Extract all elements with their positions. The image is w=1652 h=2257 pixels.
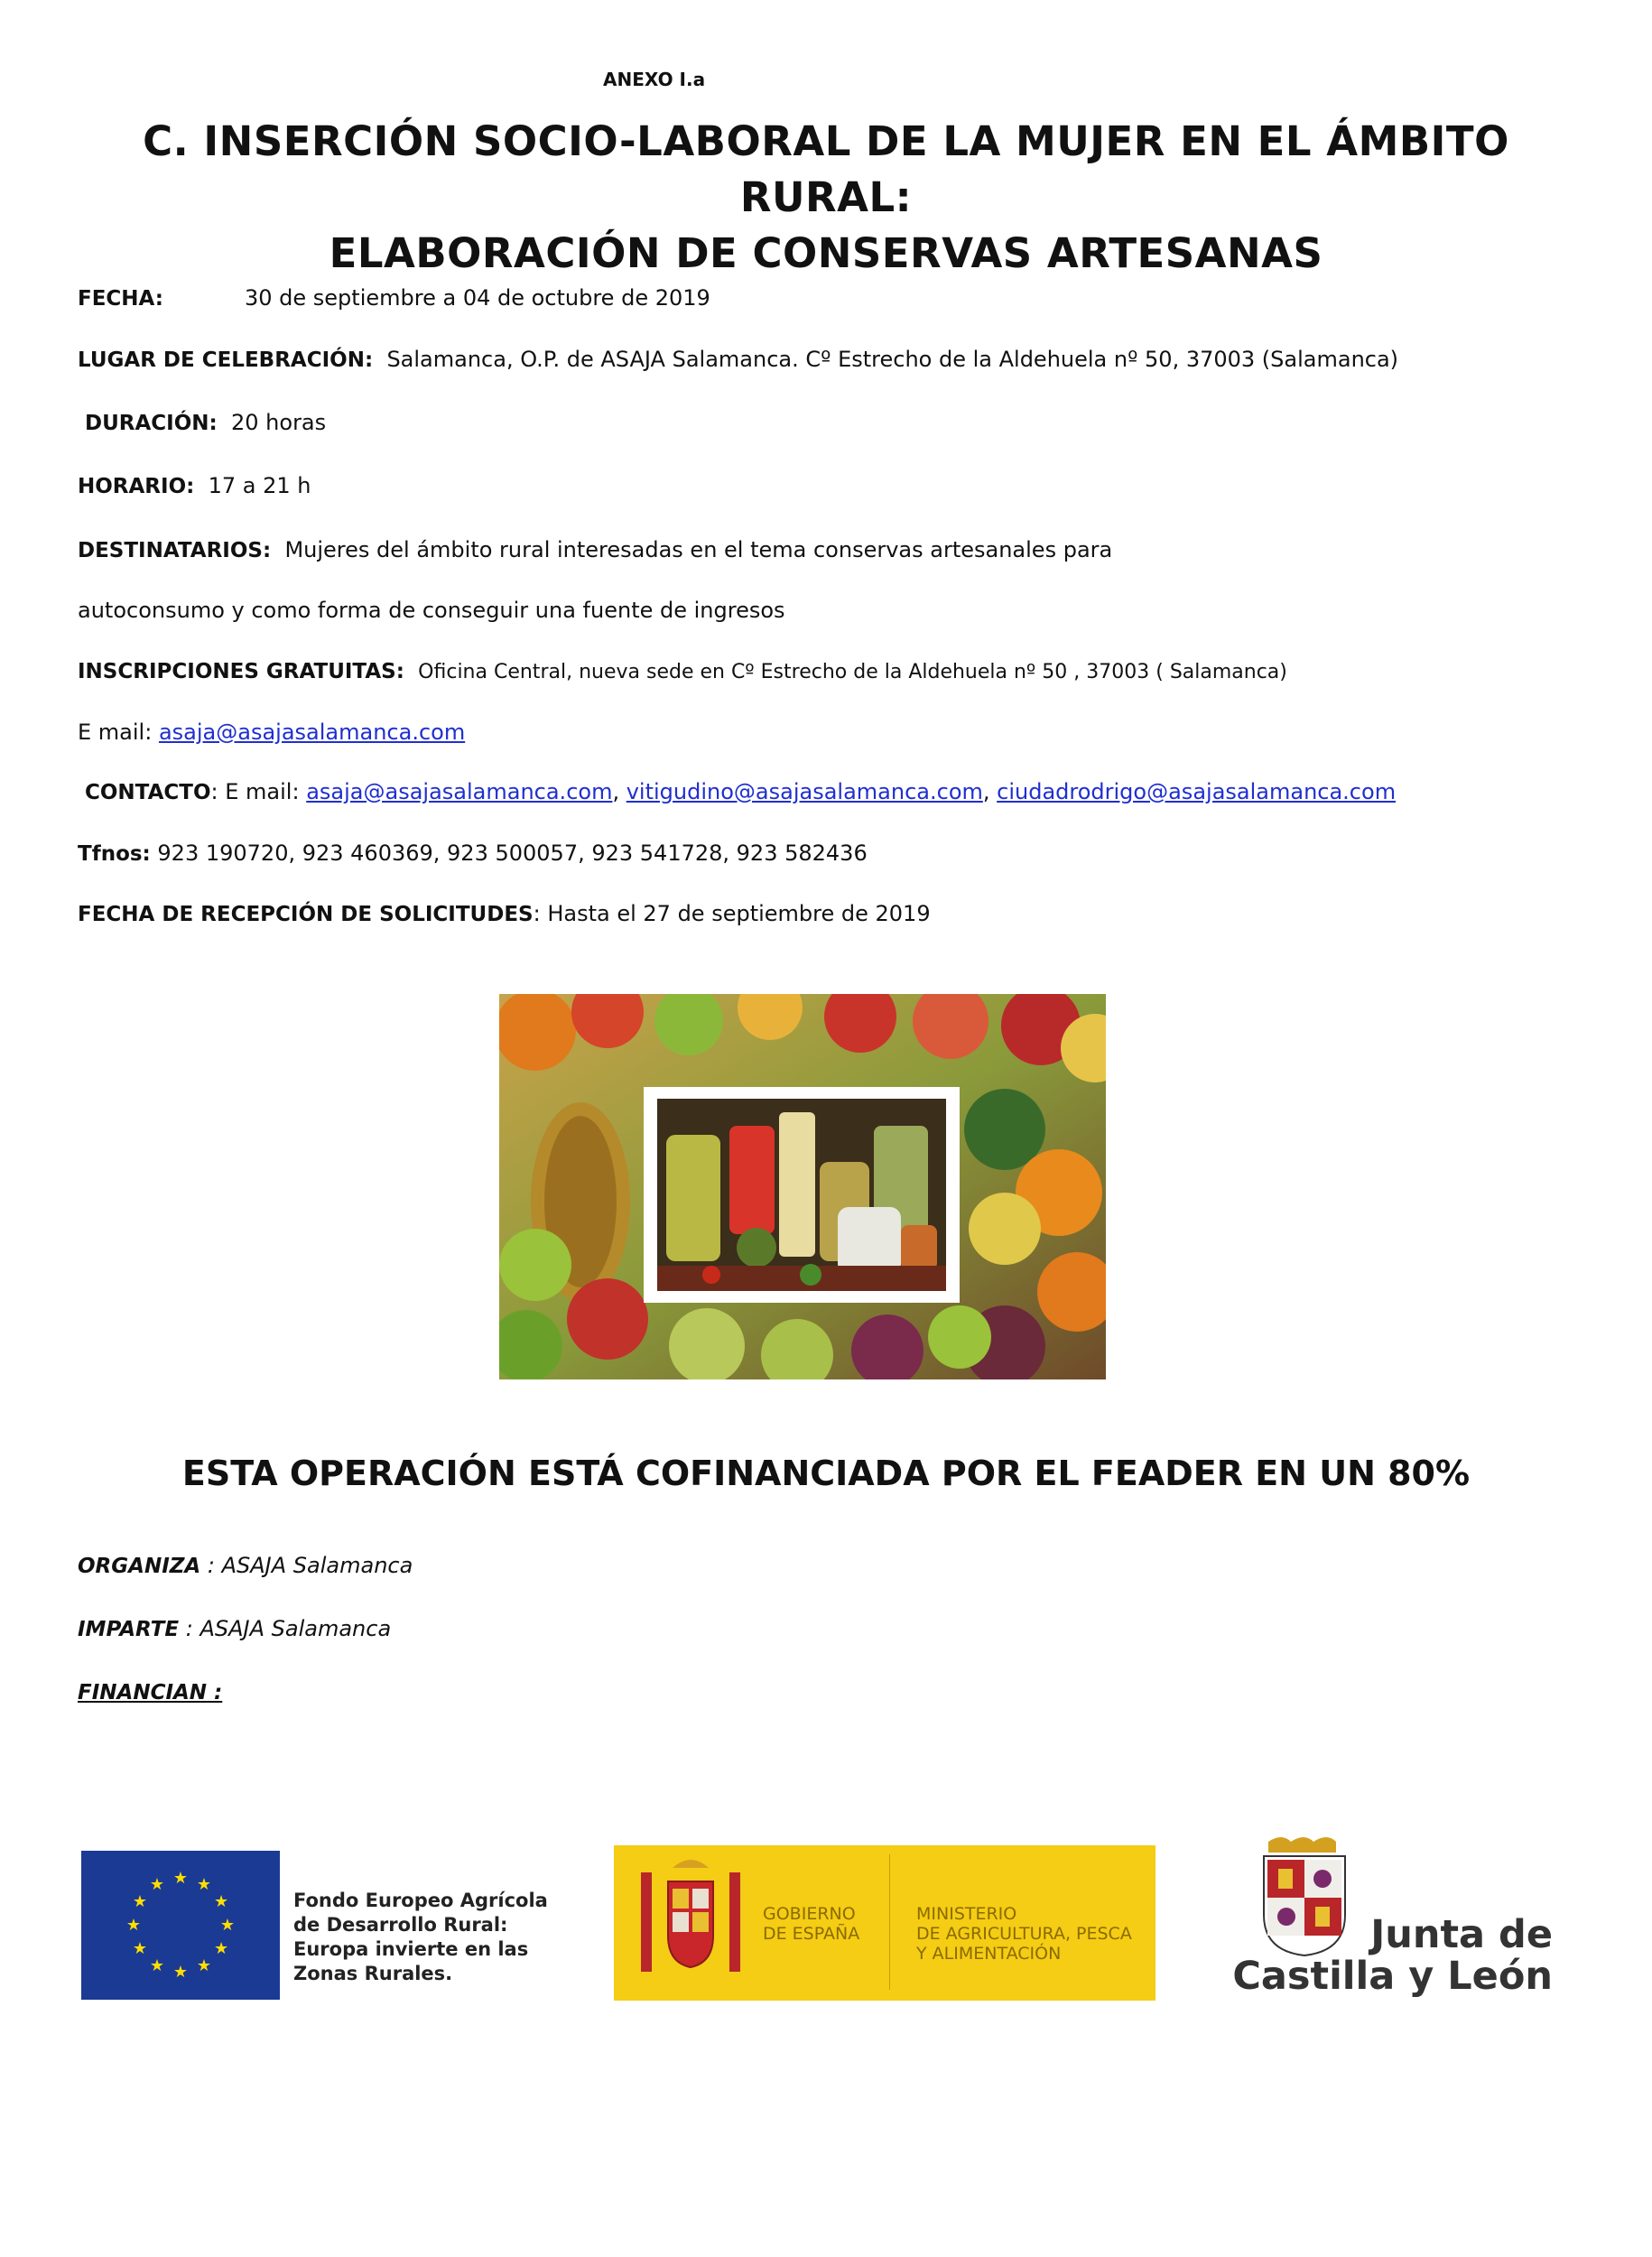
jars-illustration [657,1099,946,1291]
eu-star: ★ [213,1939,229,1958]
eu-star: ★ [196,1956,212,1976]
imparte-label: IMPARTE [78,1618,180,1641]
destinatarios-value: Mujeres del ámbito rural interesadas en el tema conservas artesanales para [284,537,1113,562]
destinatarios-label: DESTINATARIOS [78,539,263,562]
junta-text [1232,1914,1553,1997]
financian-label: FINANCIAN : [78,1681,223,1704]
gob-line-2: DE ESPAÑA [763,1924,860,1944]
inscripciones-label: INSCRIPCIONES GRATUITAS [78,660,396,683]
imparte-row: IMPARTE : ASAJA Salamanca [78,1616,392,1641]
gob-line-1: GOBIERNO [763,1904,856,1924]
lugar-label: LUGAR DE CELEBRACIÓN [78,348,365,372]
lugar-row: LUGAR DE CELEBRACIÓN: Salamanca, O.P. de ASAJA Salamanca. Cº Estrecho de la Aldehuela nº 50, 37003 (Salamanca) [78,347,1399,372]
gobierno-espana-logo [614,1845,1155,2001]
eu-star: ★ [172,1869,189,1888]
tfnos-label: Tfnos: [78,842,151,866]
eu-star: ★ [132,1939,148,1958]
eu-line-4: Zonas Rurales. [293,1963,453,1984]
min-line-1: MINISTERIO [916,1904,1017,1924]
eu-star: ★ [149,1874,165,1894]
email-link[interactable]: asaja@asajasalamanca.com [158,720,466,745]
financian-row [78,1679,222,1704]
min-line-3: Y ALIMENTACIÓN [916,1944,1062,1964]
recepcion-label: FECHA DE RECEPCIÓN DE SOLICITUDES [78,903,534,926]
eu-star: ★ [172,1963,189,1982]
contacto-mail-1[interactable]: asaja@asajasalamanca.com [306,779,613,804]
title-line-1: C. INSERCIÓN SOCIO-LABORAL DE LA MUJER EN EL ÁMBITO RURAL: [143,117,1509,221]
tfnos-row [78,841,868,866]
destinatarios-row: DESTINATARIOS: Mujeres del ámbito rural interesadas en el tema conservas artesanales para [78,537,1113,562]
eu-star: ★ [149,1956,165,1976]
jcl-line-2: Castilla y León [1232,1954,1553,1999]
duracion-row: DURACIÓN: 20 horas [85,410,327,435]
contacto-prefix: E mail: [225,779,300,804]
jars-photo-frame [644,1087,960,1303]
annex-label: ANEXO I.a [603,69,706,90]
jars-photo [657,1099,946,1291]
conservas-photo [499,994,1106,1379]
min-line-2: DE AGRICULTURA, PESCA [916,1924,1132,1944]
horario-row [78,473,311,498]
eu-star: ★ [219,1916,236,1935]
title-line-2: ELABORACIÓN DE CONSERVAS ARTESANAS [329,229,1323,277]
eu-line-3: Europa invierte en las [293,1938,529,1960]
fecha-value: 30 de septiembre a 04 de octubre de 2019 [244,285,710,311]
email-label: E mail: [78,720,153,745]
jcl-line-1: Junta de [1370,1912,1553,1957]
eu-flag-logo [81,1851,280,2000]
eu-line-2: de Desarrollo Rural: [293,1914,508,1936]
duracion-label: DURACIÓN [85,412,209,435]
ministerio-text [916,1904,1132,1964]
inscripciones-row: INSCRIPCIONES GRATUITAS: Oficina Central, nueva sede en Cº Estrecho de la Aldehuela nº 50 , 37003 ( Salamanca) [78,660,1287,683]
horario-label: HORARIO: [78,475,195,498]
organiza-label: ORGANIZA [78,1555,201,1578]
organiza-value: ASAJA Salamanca [221,1553,413,1578]
logo-divider [889,1854,890,1990]
lugar-value: Salamanca, O.P. de ASAJA Salamanca. Cº Estrecho de la Aldehuela nº 50, 37003 (Salamanca) [386,347,1399,372]
inscripciones-value: Oficina Central, nueva sede en Cº Estrecho de la Aldehuela nº 50 , 37003 ( Salamanca) [418,661,1287,683]
eu-fund-text [293,1889,548,1986]
destinatarios-row-2 [78,598,785,623]
page-title [54,114,1598,282]
recepcion-value: Hasta el 27 de septiembre de 2019 [547,901,931,926]
duracion-value: 20 horas [231,410,327,435]
fecha-label: FECHA [78,287,155,311]
eu-star: ★ [213,1892,229,1911]
eu-star: ★ [196,1874,212,1894]
horario-value: 17 a 21 h [208,473,311,498]
gobierno-text [763,1904,859,1944]
organiza-row: ORGANIZA : ASAJA Salamanca [78,1553,413,1578]
spain-coat-of-arms-icon [632,1845,758,2001]
eu-stars-icon [81,1851,280,2000]
contacto-mail-3[interactable]: ciudadrodrigo@asajasalamanca.com [997,779,1397,804]
contacto-mail-2[interactable]: vitigudino@asajasalamanca.com [626,779,983,804]
email-row [78,720,465,745]
contacto-row: CONTACTO: E mail: asaja@asajasalamanca.com, vitigudino@asajasalamanca.com, ciudadrodrigo@asajasalamanca.com [85,779,1397,804]
eu-star: ★ [132,1892,148,1911]
tfnos-value: 923 190720, 923 460369, 923 500057, 923 541728, 923 582436 [157,841,868,866]
eu-line-1: Fondo Europeo Agrícola [293,1890,548,1911]
destinatarios-value-2: autoconsumo y como forma de conseguir una fuente de ingresos [78,598,785,623]
contacto-label: CONTACTO [85,781,211,804]
eu-star: ★ [125,1916,142,1935]
cofinanciada-banner: ESTA OPERACIÓN ESTÁ COFINANCIADA POR EL FEADER EN UN 80% [181,1454,1471,1493]
imparte-value: ASAJA Salamanca [200,1616,392,1641]
junta-castilla-leon-logo [1232,1833,1557,2013]
fecha-row: FECHA: 30 de septiembre a 04 de octubre de 2019 [78,285,710,311]
recepcion-row: FECHA DE RECEPCIÓN DE SOLICITUDES: Hasta el 27 de septiembre de 2019 [78,901,931,926]
